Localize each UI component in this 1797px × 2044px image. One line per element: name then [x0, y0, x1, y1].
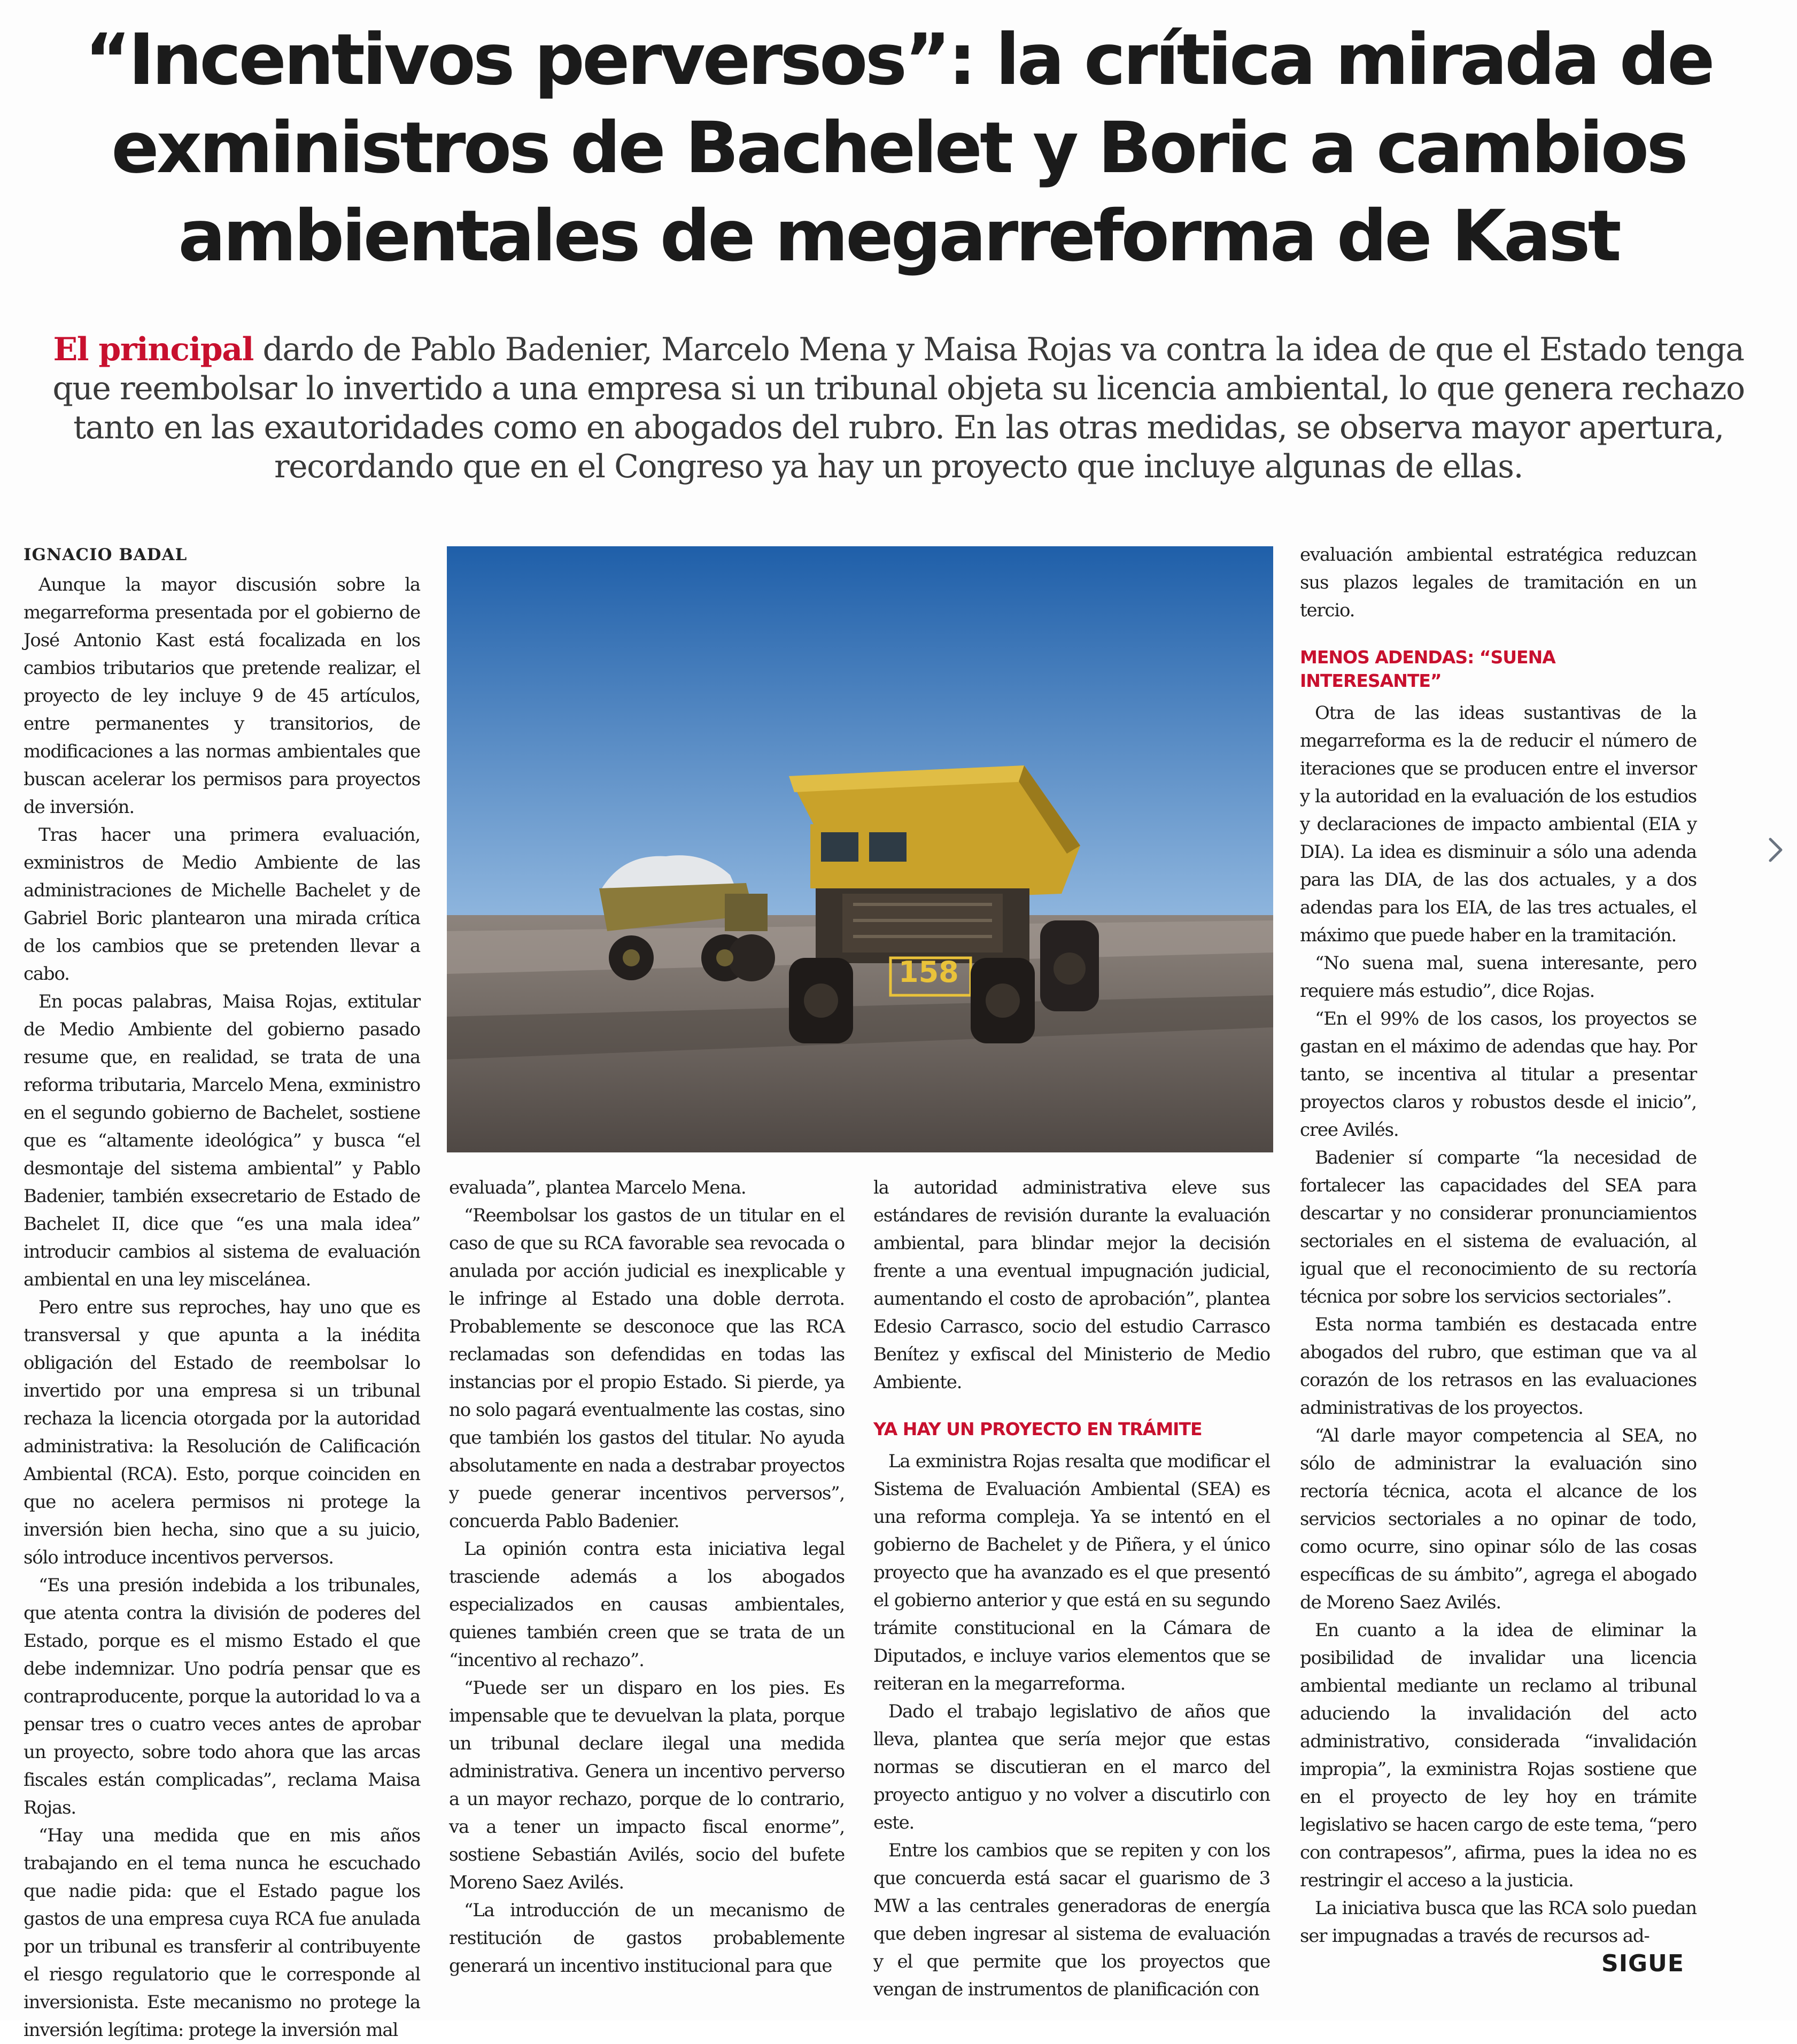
subhead-proyecto-en-tramite: YA HAY UN PROYECTO EN TRÁMITE: [873, 1419, 1202, 1439]
paragraph: “La introducción de un mecanismo de restitución de gastos probablemente generará un incentivo institucional para que: [449, 1900, 845, 1977]
truck-number: 158: [898, 955, 959, 989]
column-1: [24, 571, 420, 2041]
paragraph: Badenier sí comparte “la necesidad de fortalecer las capacidades del SEA para descartar y no considerar pronunciamientos sectoriales en el sistema de evaluación, al igual que el reconocimiento de su rectoría técnica por sobre los servicios sectoriales”.: [1300, 1147, 1697, 1307]
paragraph: “Reembolsar los gastos de un titular en el caso de que su RCA favorable sea revocada o anulada por acción judicial es inexplicable y le infringe al Estado una doble derrota. Probablemente se desconoce que las RCA reclamadas son defendidas en todas las instancias por el propio Estado. Si pierde, ya no solo pagará eventualmente las costas, sino que también los gastos del titular. No ayuda absolutamente en nada a destrabar proyectos y puede generar incentivos perversos”, concuerda Pablo Badenier.: [449, 1205, 845, 1532]
column-3: [873, 1174, 1270, 2000]
deck: [32, 330, 1765, 486]
paragraph: Entre los cambios que se repiten y con los que concuerda está sacar el guarismo de 3 MW a las centrales generadoras de energía que deben ingresar al sistema de evaluación y el que permite que los proyectos que vengan de instrumentos de planificación con: [873, 1840, 1270, 2000]
paragraph: la autoridad administrativa eleve sus estándares de revisión durante la evaluación ambiental, para blindar mejor la decisión frente a una eventual impugnación judicial, aumentando el costo de aprobación”, plantea Edesio Carrasco, socio del estudio Carrasco Benítez y exfiscal del Ministerio de Medio Ambiente.: [873, 1177, 1270, 1393]
headline-line-2: exministros de Bachelet y Boric a cambios: [111, 107, 1686, 189]
paragraph: Tras hacer una primera evaluación, exministros de Medio Ambiente de las administraciones de Michelle Bachelet y de Gabriel Boric plantearon una mirada crítica de los cambios que se pretenden llevar a cabo.: [24, 824, 420, 985]
column-2: [449, 1174, 845, 1987]
paragraph: La opinión contra esta iniciativa legal trasciende además a los abogados especializados en causas ambientales, quienes también creen que se trata de un “incentivo al rechazo”.: [449, 1538, 845, 1671]
paragraph: “En el 99% de los casos, los proyectos se gastan en el máximo de adendas que hay. Por tanto, se incentiva al titular a presentar proyectos claros y robustos desde el inicio”, cree Avilés.: [1300, 1008, 1697, 1141]
headline-line-1: “Incentivos perversos”: la crítica mirada de: [84, 19, 1713, 101]
paragraph: Otra de las ideas sustantivas de la megarreforma es la de reducir el número de iteraciones que se producen entre el inversor y la autoridad en la evaluación de los estudios y declaraciones de impacto ambiental (EIA y DIA). La idea es disminuir a sólo una adenda para las DIA, de las dos actuales, y a dos adendas para los EIA, de las tres actuales, el máximo que puede haber en la tramitación.: [1300, 702, 1697, 946]
paragraph: Esta norma también es destacada entre abogados del rubro, que estiman que va al corazón de los retrasos en las evaluaciones administrativas de los proyectos.: [1300, 1314, 1697, 1419]
paragraph: “Hay una medida que en mis años trabajando en el tema nunca he escuchado que nadie pida: que el Estado pague los gastos de una empresa cuya RCA fue anulada por un tribunal es transferir al contribuyente el riesgo regulatorio que le corresponde al inversionista. Este mecanismo no protege la inversión legítima: protege la inversión mal: [24, 1825, 420, 2041]
paragraph: “Es una presión indebida a los tribunales, que atenta contra la división de poderes del Estado, porque es el mismo Estado el que debe indemnizar. Uno podría pensar que es contraproducente, porque la autoridad lo va a pensar tres o cuatro veces antes de aprobar un proyecto, sobre todo ahora que las arcas fiscales están complicadas”, reclama Maisa Rojas.: [24, 1575, 420, 1818]
headline: [21, 16, 1776, 281]
paragraph: En pocas palabras, Maisa Rojas, extitular de Medio Ambiente del gobierno pasado resume que, en realidad, se trata de una reforma tributaria, Marcelo Mena, exministro en el segundo gobierno de Bachelet, sostiene que es “altamente ideológica” y busca “el desmontaje del sistema ambiental” y Pablo Badenier, también exsecretario de Estado de Bachelet II, dice que “es una mala idea” introducir cambios al sistema de evaluación ambiental en una ley miscelánea.: [24, 991, 420, 1290]
paragraph: “Al darle mayor competencia al SEA, no sólo de administrar la evaluación sino rectoría técnica, acota el alcance de los servicios sectoriales a no opinar de todo, como ocurre, sino opinar sólo de las cosas específicas de su ámbito”, agrega el abogado de Moreno Saez Avilés.: [1300, 1425, 1697, 1613]
paragraph: La iniciativa busca que las RCA solo puedan ser impugnadas a través de recursos ad-: [1300, 1898, 1697, 1947]
paragraph: evaluación ambiental estratégica reduzcan sus plazos legales de tramitación en un tercio.: [1300, 544, 1697, 621]
mining-trucks-photo: [447, 546, 1273, 1152]
chevron-right-icon[interactable]: [1764, 834, 1787, 866]
paragraph: Pero entre sus reproches, hay uno que es transversal y que apunta a la inédita obligación del Estado de reembolsar lo invertido por una empresa si un tribunal rechaza la licencia otorgada por la autoridad administrativa: la Resolución de Calificación Ambiental (RCA). Esto, porque coinciden en que no acelera permisos ni protege la inversión bien hecha, sino que a su juicio, sólo introduce incentivos perversos.: [24, 1297, 420, 1568]
paragraph: “No suena mal, suena interesante, pero requiere más estudio”, dice Rojas.: [1300, 953, 1697, 1002]
paragraph: Aunque la mayor discusión sobre la megarreforma presentada por el gobierno de José Antonio Kast está focalizada en los cambios tributarios que pretende realizar, el proyecto de ley incluye 9 de 45 artículos, entre permanentes y transitorios, de modificaciones a las normas ambientales que buscan acelerar los permisos para proyectos de inversión.: [24, 574, 420, 818]
paragraph: “Puede ser un disparo en los pies. Es impensable que te devuelvan la plata, porque un tribunal declare ilegal una medida administrativa. Genera un incentivo perverso a un mayor rechazo, porque de lo contrario, va a tener un impacto fiscal enorme”, sostiene Sebastián Avilés, socio del bufete Moreno Saez Avilés.: [449, 1677, 845, 1893]
deck-lead: El principal: [53, 331, 253, 368]
paragraph: evaluada”, plantea Marcelo Mena.: [449, 1177, 746, 1198]
deck-text: dardo de Pablo Badenier, Marcelo Mena y Maisa Rojas va contra la idea de que el Estado tenga que reembolsar lo invertido a una empresa si un tribunal objeta su licencia ambiental, lo que genera rechazo tanto en las exautoridades como en abogados del rubro. En las otras medidas, se observa mayor apertura, recordando que en el Congreso ya hay un proyecto que incluye algunas de ellas.: [52, 331, 1745, 485]
byline: IGNACIO BADAL: [24, 545, 188, 564]
subhead-menos-adendas: MENOS ADENDAS: “SUENA INTERESANTE”: [1300, 647, 1555, 691]
paragraph: La exministra Rojas resalta que modificar el Sistema de Evaluación Ambiental (SEA) es una reforma compleja. Ya se intentó en el gobierno de Bachelet y de Piñera, y el único proyecto que ha avanzado es el que presentó el gobierno anterior y que está en su segundo trámite constitucional en la Cámara de Diputados, e incluye varios elementos que se reiteran en la megarreforma.: [873, 1451, 1270, 1694]
paragraph: Dado el trabajo legislativo de años que lleva, plantea que sería mejor que estas normas se discutieran en el marco del proyecto antiguo y no volver a discutirlo con este.: [873, 1701, 1270, 1833]
paragraph: En cuanto a la idea de eliminar la posibilidad de invalidar una licencia ambiental mediante un reclamo al tribunal aduciendo la invalidación del acto administrativo, considerada “invalidación impropia”, la exministra Rojas sostiene que en el proyecto de ley hoy en trámite legislativo se hacen cargo de este tema, “pero con contrapesos”, afirma, pues la idea no es restringir el acceso a la justicia.: [1300, 1620, 1697, 1891]
column-4: [1300, 541, 1697, 1987]
headline-line-3: ambientales de megarreforma de Kast: [178, 195, 1619, 277]
continue-label[interactable]: SIGUE: [1601, 1950, 1684, 1977]
